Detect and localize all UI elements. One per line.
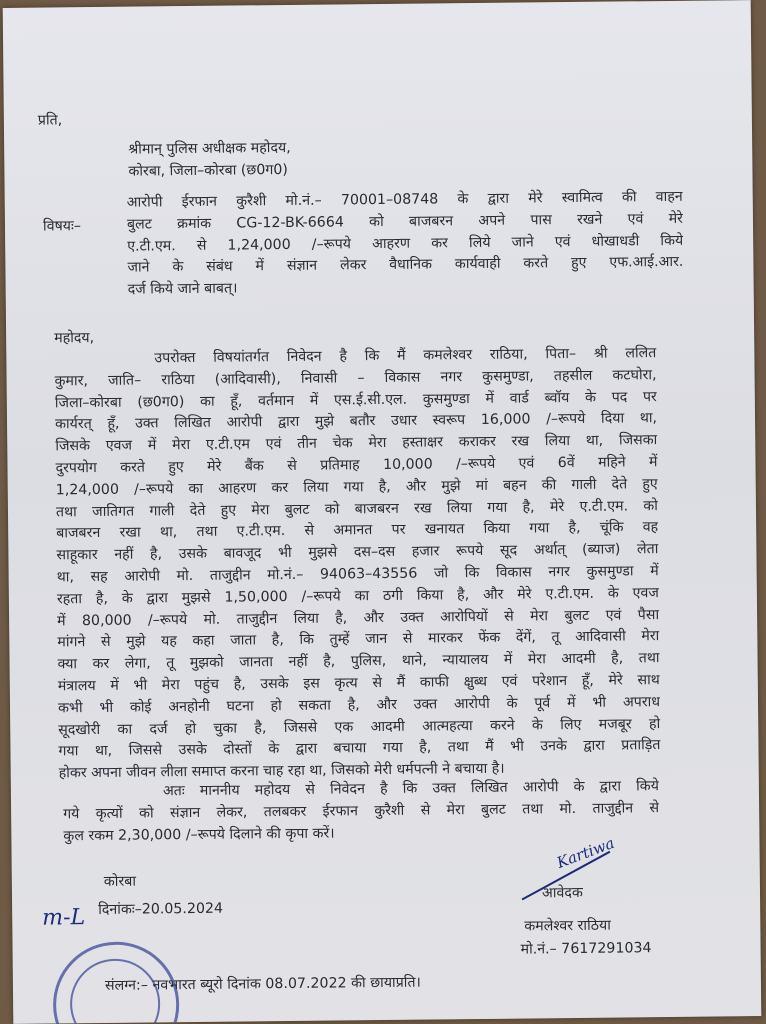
subject-line: ए.टी.एम. से 1,24,000 /–रूपये आहरण कर लिये जाने एवं धोखाधडी किये (127, 232, 684, 255)
subject-line: आरोपी ईरफान कुरैशी मो.नं.– 70001–08748 के द्वारा मेरे स्वामित्व की वाहन (126, 188, 683, 211)
body-line: रहता है, के द्वारा मुझसे 1,50,000 /–रूपये का ठगी किया है, और मेरे ए.टी.एम. के एवज (56, 584, 659, 608)
body-line: दुरपयोग करते हुए मेरे बैंक से प्रतिमाह 10,000 /–रूपये एवं 6वें महिने में (55, 454, 658, 477)
body-line: क्या कर लेगा, तू मुझको जानता नहीं है, पुलिस, थाने, न्यायालय में मेरा आदमी है, तथा (57, 650, 660, 673)
recipient-prefix: प्रति, (37, 112, 63, 129)
request-line: गये कृत्यों को संज्ञान लेकर, तलबकर ईरफान कुरैशी से मेरा बुलट तथा मो. ताजुद्दीन से (63, 799, 660, 823)
body-line: मांगने से मुझे यह कहा जाता है, कि तुम्हें जान से मारकर फेंक देंगें, तू आदिवासी मेरा (57, 628, 660, 651)
handwritten-initials: m-L (42, 905, 86, 931)
salutation: महोदय, (54, 330, 95, 347)
addressee-line-2: कोरबा, जिला–कोरबा (छ0ग0) (128, 161, 288, 180)
applicant-phone (520, 939, 651, 958)
date-value: 20.05.2024 (141, 900, 224, 918)
applicant-label: आवेदक (541, 884, 583, 902)
body-line: कार्यरत् हूँ, उक्त लिखित आरोपी द्वारा मुझे बतौर उधार स्वरूप 16,000 /–रूपये दिया था, (54, 410, 658, 433)
body-line: साहूकार नहीं है, उसके बावजूद भी मुझसे दस–दस हजार रूपये सूद अर्थात् (ब्याज) लेता (56, 541, 659, 564)
enclosure-text: नवभारत ब्यूरो दिनांक 08.07.2022 की छायाप्रति। (152, 974, 421, 994)
applicant-name: कमलेश्वर राठिया (524, 917, 611, 935)
body-line: गया था, जिससे उसके दोस्तों के द्वारा बचाया गया है, तथा मैं भी उनके द्वारा प्रताड़ित (58, 737, 661, 760)
body-line: जिसके एवज में मेरा ए.टी.एम एवं तीन चेक मेरा हस्ताक्षर कराकर रख लिया था, जिसका (55, 432, 658, 455)
enclosure-label: संलग्न:– (104, 977, 148, 994)
letter-page (3, 0, 762, 1024)
body-line: तथा जातिगत गाली देते हुए मेरा बुलट को बाजबरन रख लिया गया है, मेरे ए.टी.एम. को (55, 497, 659, 520)
body-line: था, सह आरोपी मो. ताजुद्दीन मो.नं.– 94063–43556 जो कि विकास नगर कुसमुण्डा में (56, 563, 659, 586)
date-line (98, 900, 223, 919)
subject-line: जाने के संबंध में संज्ञान लेकर वैधानिक कार्यवाही करते हुए एफ.आई.आर. (127, 254, 684, 277)
addressee-line-1: श्रीमान् पुलिस अधीक्षक महोदय, (128, 139, 291, 158)
body-line: में 80,000 /–रूपये मो. ताजुद्दीन लिया है, और उक्त आरोपियों से मेरा बुलट एवं पैसा (57, 606, 660, 629)
request-line: कुल रकम 2,30,000 /–रूपये दिलाने की कृपा करें। (63, 825, 335, 844)
body-line: मंत्रालय में भी मेरा पहुंच है, उसके इस कृत्य से मैं काफी क्षुब्ध एवं परेशान हूँ, मेरे साथ (57, 672, 660, 695)
phone-label: मो.नं.– (520, 941, 557, 958)
body-line: जिला–कोरबा (छ0ग0) का हूँ, वर्तमान में एस.ई.सी.एल. कुसमुण्डा में वार्ड ब्वॉय के पद पर (54, 388, 657, 412)
subject-line: दर्ज किये जाने बाबत्। (127, 280, 238, 298)
body-line: कभी भी कोई अनहोनी घटना हो सकता है, और उक्त आरोपी के पूर्व में भी अपराध (57, 693, 661, 717)
body-line: 1,24,000 /–रूपये का आहरण कर लिया गया है, और मुझे मां बहन की गाली देते हुए (55, 475, 658, 499)
subject-text (127, 187, 684, 302)
request-paragraph (63, 776, 660, 848)
subject-line: बुलट क्रमांक CG-12-BK-6664 को बाजबरन अपने पास रखने एवं मेरे (126, 210, 684, 233)
body-line: उपरोक्त विषयांतर्गत निवेदन है कि मैं कमलेश्वर राठिया, पिता– श्री ललित (154, 345, 657, 367)
enclosure-line (105, 974, 421, 995)
place: कोरबा (103, 873, 137, 890)
body-line: होकर अपना जीवन लीला समाप्त करना चाह रहा था, जिसको मेरी धर्मपत्नी ने बचाया है। (58, 760, 505, 782)
request-line: अतः माननीय महोदय से निवेदन है कि उक्त लिखित आरोपी के द्वारा किये (162, 778, 659, 800)
body-line: सूदखोरी का दर्ज हो चुका है, जिससे एक आदमी आत्महत्या करने के लिए मजबूर हो (58, 715, 661, 738)
body-line: कुमार, जाति– राठिया (आदिवासी), निवासी – विकास नगर कुसमुण्डा, तहसील कटघोरा, (54, 366, 657, 390)
letter-body (54, 343, 661, 785)
body-line: बाजबरन रखा था, तथा ए.टी.एम. से अमानत पर खनायत किया गया है, चूंकि वह (56, 519, 659, 542)
subject-label: विषयः– (42, 218, 82, 235)
signature: Kartiwa (554, 833, 617, 872)
phone-number: 7617291034 (561, 940, 652, 958)
date-label: दिनांकः– (98, 901, 142, 918)
